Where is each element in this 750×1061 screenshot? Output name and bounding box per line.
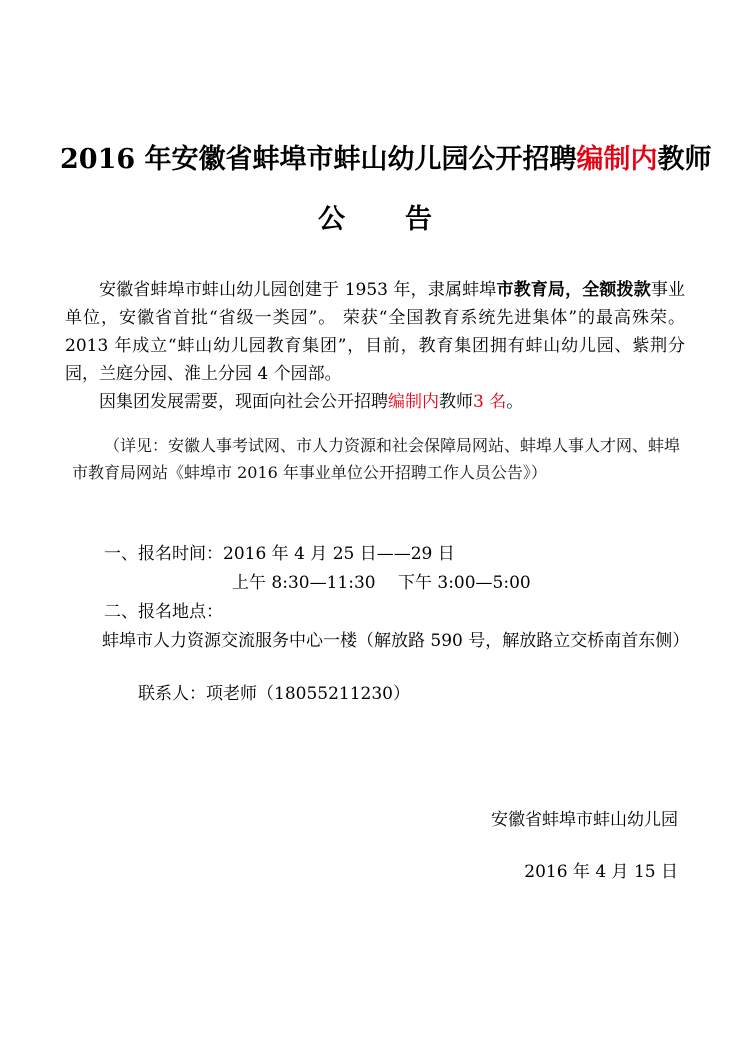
contact-info: 联系人：项老师（18055211230） <box>138 684 410 704</box>
intro-paragraph-1 <box>65 276 685 388</box>
reference-note: （详见：安徽人事考试网、市人力资源和社会保障局网站、蚌埠人事人才网、蚌埠市教育局网站《蚌埠市 2016 年事业单位公开招聘工作人员公告》） <box>72 436 681 482</box>
registration-time: 一、报名时间：2016 年 4 月 25 日——29 日 <box>104 544 455 564</box>
recruit-text-end: 。 <box>506 392 524 412</box>
intro-paragraph-2 <box>65 388 685 416</box>
recruit-text-a: 因集团发展需要，现面向社会公开招聘 <box>99 392 388 412</box>
intro-text-bold: 市教育局，全额拨款 <box>496 280 651 300</box>
registration-place-detail: 蚌埠市人力资源交流服务中心一楼（解放路 590 号，解放路立交桥南首东侧） <box>102 631 690 651</box>
intro-section <box>65 276 685 416</box>
signature-org: 安徽省蚌埠市蚌山幼儿园 <box>491 810 678 830</box>
title-part1: 2016 年安徽省蚌埠市蚌山幼儿园公开招聘 <box>60 144 577 175</box>
recruit-text-b: 教师 <box>439 392 473 412</box>
recruit-highlight: 编制内 <box>388 392 439 412</box>
registration-place-label: 二、报名地点： <box>104 602 223 622</box>
signature-date: 2016 年 4 月 15 日 <box>524 862 678 882</box>
document-subtitle: 公告 <box>318 204 492 235</box>
document-title <box>60 140 712 180</box>
registration-place-block <box>68 627 690 655</box>
title-highlight: 编制内 <box>576 144 658 175</box>
title-part2: 教师 <box>657 144 712 175</box>
registration-hours: 上午 8:30—11:30 下午 3:00—5:00 <box>232 573 531 593</box>
recruit-count: 3 名 <box>473 392 507 412</box>
intro-text-a: 安徽省蚌埠市蚌山幼儿园创建于 1953 年，隶属蚌埠 <box>99 280 497 300</box>
intro-text-b: 事业单位，安徽省首批“省级一类园”。 荣获“全国教育系统先进集体”的最高殊荣。2013 年成立“蚌山幼儿园教育集团”，目前，教育集团拥有蚌山幼儿园、紫荆分园，兰庭分园、淮上分园 4 个园部。 <box>65 280 686 384</box>
